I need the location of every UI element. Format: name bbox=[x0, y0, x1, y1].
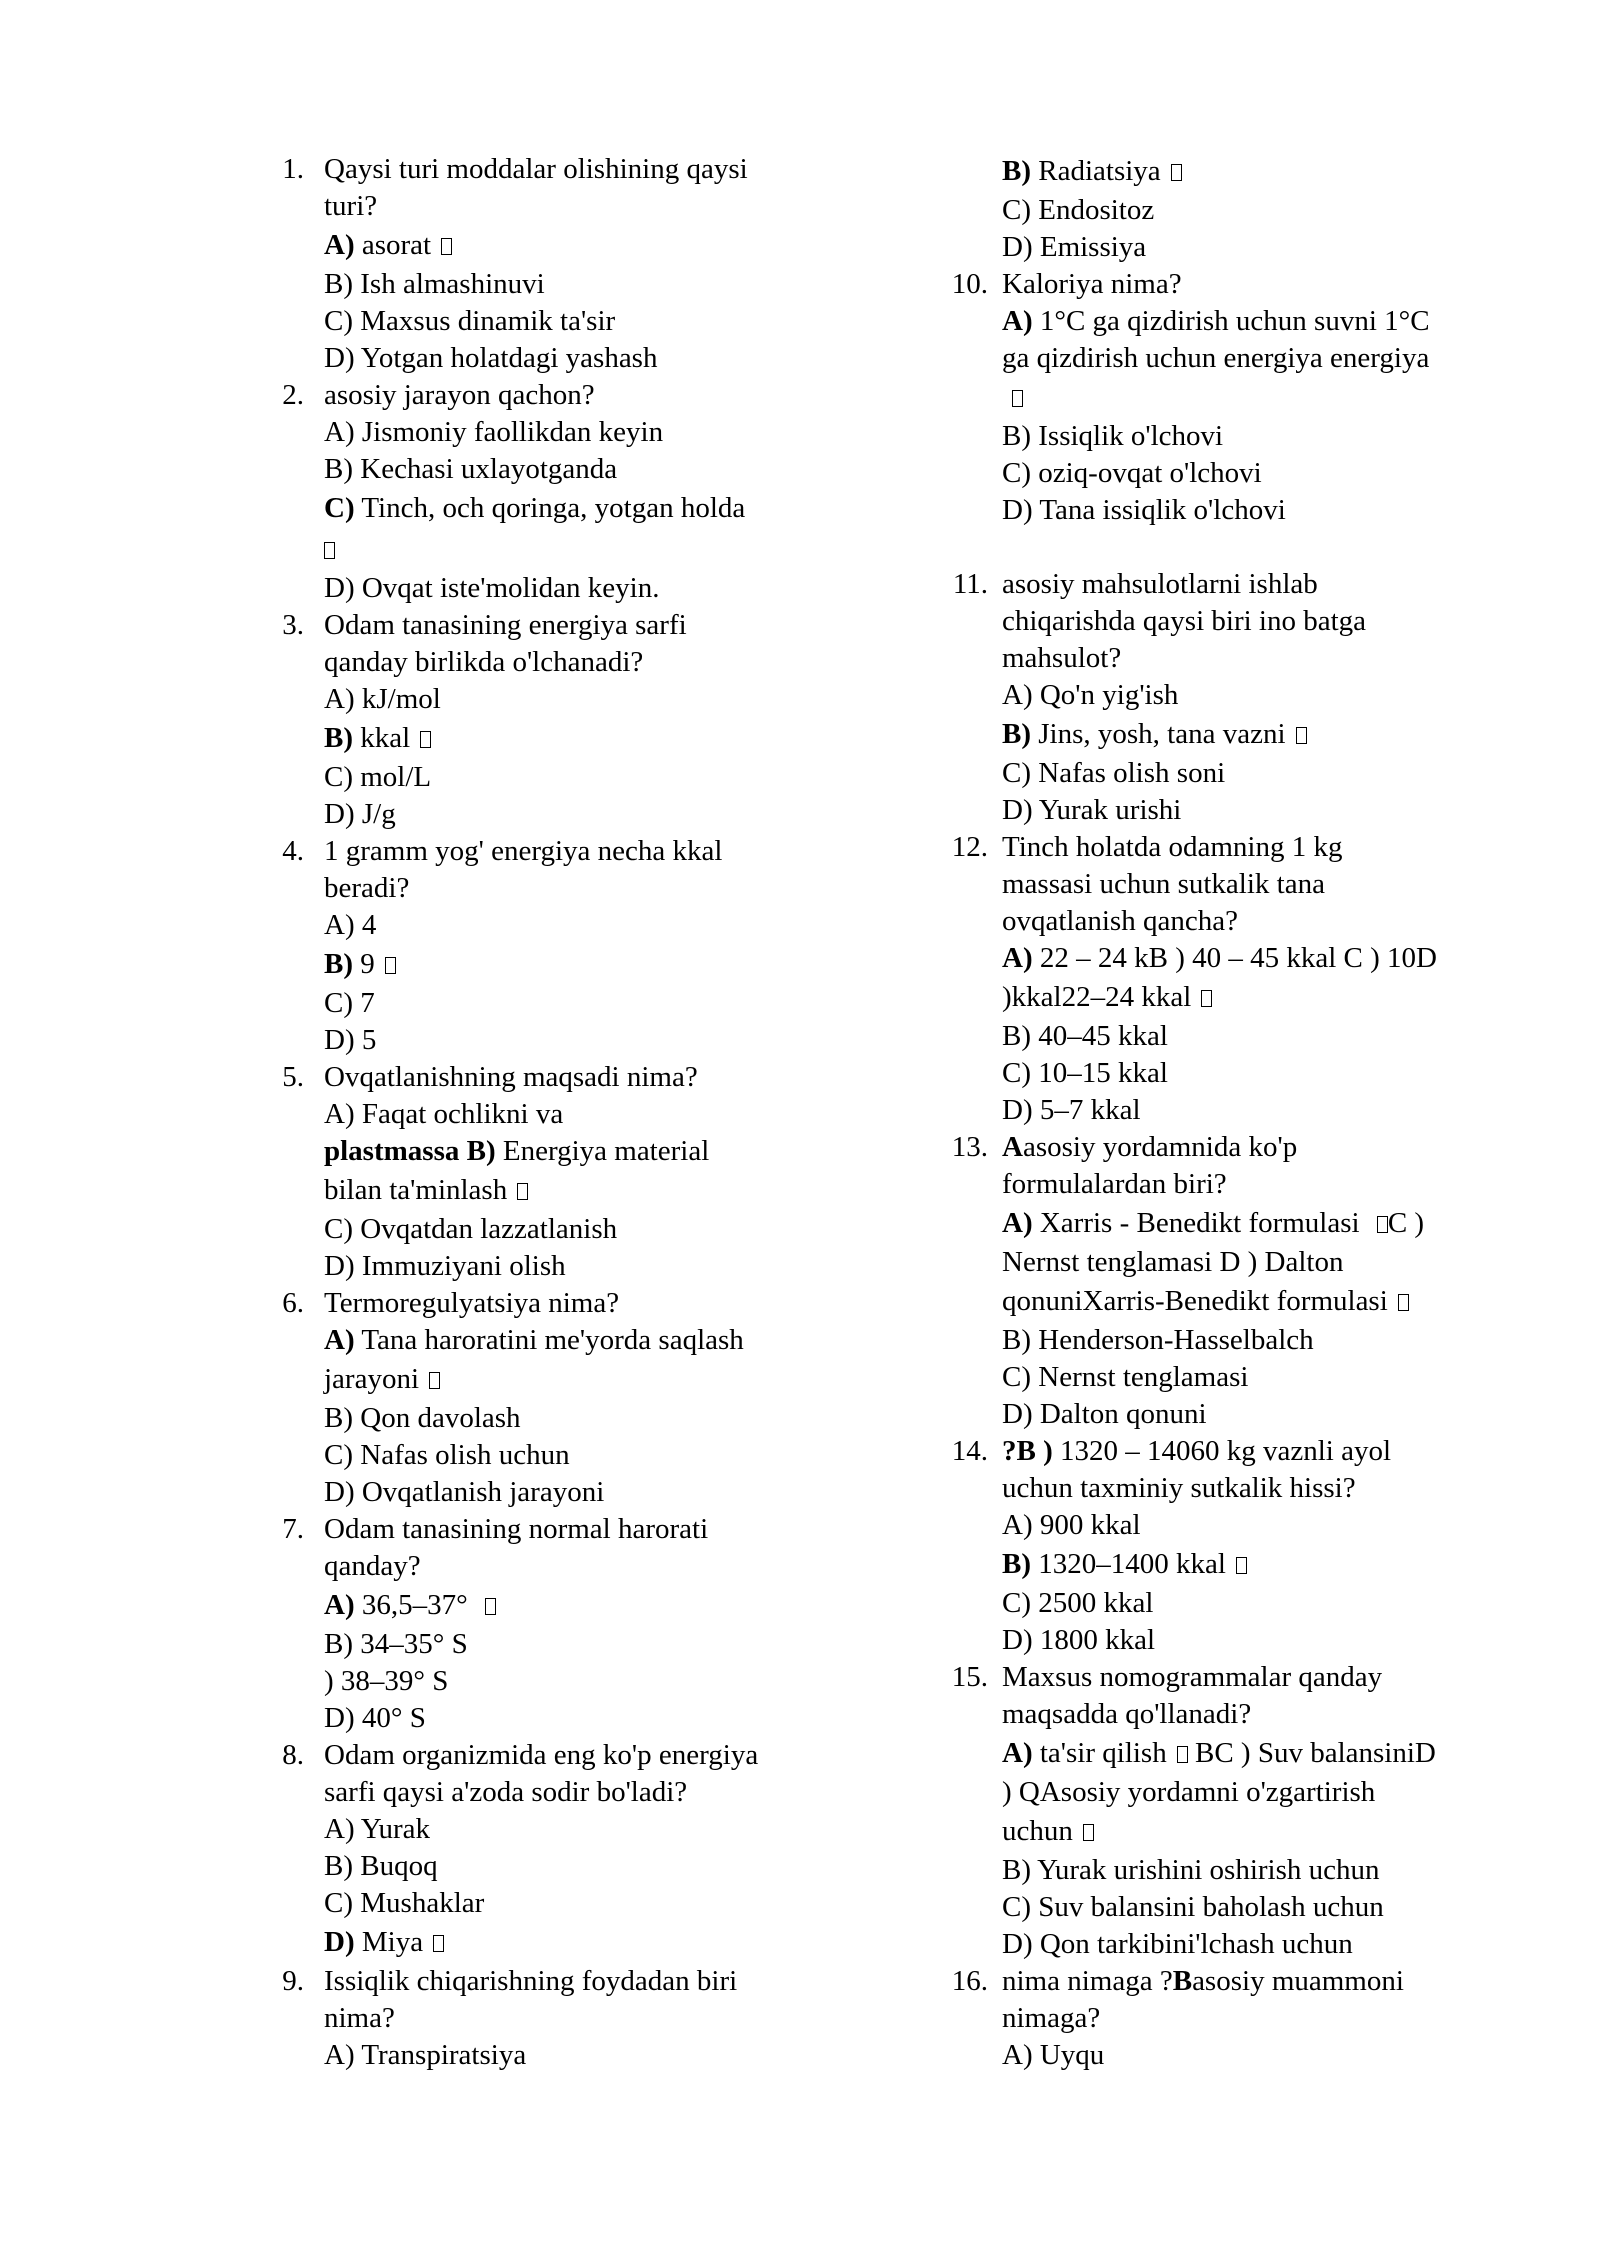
answer-check-line bbox=[324, 529, 830, 570]
answer-text: qonuniXarris-Benedikt formulasi bbox=[1002, 1285, 1388, 1317]
answer-text: B) Yurak urishini oshirish uchun bbox=[1002, 1854, 1380, 1886]
answer-text: C) 10–15 kkal bbox=[1002, 1057, 1168, 1089]
question-text bbox=[1002, 1129, 1508, 1166]
answer-option bbox=[324, 1474, 830, 1511]
answer-text: A) Transpiratsiya bbox=[324, 2039, 527, 2071]
answer-text: jarayoni bbox=[324, 1363, 420, 1395]
question-text bbox=[324, 1774, 830, 1811]
answer-text: Radiatsiya bbox=[1031, 155, 1161, 187]
question-item bbox=[948, 566, 1508, 829]
question-text bbox=[324, 1285, 830, 1322]
check-icon bbox=[1236, 1557, 1247, 1574]
answer-option bbox=[324, 1811, 830, 1848]
question-text-part: qanday birlikda o'lchanadi? bbox=[324, 646, 644, 678]
answer-option bbox=[1002, 1322, 1508, 1359]
question-text bbox=[1002, 829, 1508, 866]
answer-option bbox=[1002, 1244, 1508, 1281]
answer-letter: B) bbox=[1002, 1548, 1031, 1580]
answer-letter: A) bbox=[1002, 1737, 1033, 1769]
question-item bbox=[270, 151, 830, 377]
answer-text: C) Nafas olish soni bbox=[1002, 757, 1226, 789]
answer-option bbox=[1002, 340, 1508, 377]
answer-option bbox=[324, 414, 830, 451]
question-item bbox=[270, 1511, 830, 1737]
question-text-part: qanday? bbox=[324, 1550, 421, 1582]
answer-text: D) 5 bbox=[324, 1024, 377, 1056]
answer-option bbox=[1002, 1774, 1508, 1811]
answer-text: C) Nafas olish uchun bbox=[324, 1439, 570, 1471]
right-column bbox=[948, 151, 1508, 2074]
check-icon bbox=[324, 542, 335, 559]
answer-option bbox=[324, 985, 830, 1022]
check-icon bbox=[1377, 1216, 1388, 1233]
question-number: 13. bbox=[951, 1131, 988, 1163]
question-text bbox=[324, 644, 830, 681]
answer-text: ) QAsosiy yordamni o'zgartirish bbox=[1002, 1776, 1376, 1808]
answer-text: C) 7 bbox=[324, 987, 375, 1019]
question-text-part: Odam tanasining normal harorati bbox=[324, 1513, 709, 1545]
answer-option bbox=[1002, 677, 1508, 714]
question-item bbox=[948, 1129, 1508, 1433]
answer-option bbox=[324, 488, 830, 529]
question-item bbox=[270, 377, 830, 607]
question-text bbox=[324, 1059, 830, 1096]
answer-text: D) Yurak urishi bbox=[1002, 794, 1182, 826]
question-number: 12. bbox=[951, 831, 988, 863]
answer-option bbox=[324, 944, 830, 985]
answer-text: C) 2500 kkal bbox=[1002, 1587, 1154, 1619]
answer-text: Tinch, och qoringa, yotgan holda bbox=[354, 492, 746, 524]
answer-text: D) Yotgan holatdagi yashash bbox=[324, 342, 658, 374]
answer-option bbox=[1002, 940, 1508, 977]
answer-option bbox=[324, 1359, 830, 1400]
question-item bbox=[948, 829, 1508, 1129]
answer-option bbox=[324, 681, 830, 718]
question-text bbox=[324, 2000, 830, 2037]
check-icon bbox=[1296, 727, 1307, 744]
question-number: 5. bbox=[282, 1061, 304, 1093]
answer-letter: A) bbox=[324, 1589, 355, 1621]
answer-text: A) Qo'n yig'ish bbox=[1002, 679, 1179, 711]
question-text bbox=[1002, 903, 1508, 940]
answer-option bbox=[1002, 455, 1508, 492]
answer-option bbox=[1002, 1852, 1508, 1889]
question-text bbox=[1002, 1433, 1508, 1470]
answer-option bbox=[324, 1248, 830, 1285]
answer-option bbox=[1002, 792, 1508, 829]
answer-option bbox=[1002, 1359, 1508, 1396]
question-item bbox=[270, 1963, 830, 2074]
question-text bbox=[324, 607, 830, 644]
question-text-part: Termoregulyatsiya nima? bbox=[324, 1287, 620, 1319]
question-text-part: Kaloriya nima? bbox=[1002, 268, 1182, 300]
question-number: 10. bbox=[951, 268, 988, 300]
answer-text: B) Kechasi uxlayotganda bbox=[324, 453, 618, 485]
answer-option bbox=[324, 1437, 830, 1474]
question-text-bold: A bbox=[1002, 1131, 1023, 1163]
answer-text: D) Qon tarkibini'lchash uchun bbox=[1002, 1928, 1353, 1960]
answer-option bbox=[1002, 303, 1508, 340]
answer-option bbox=[1002, 1733, 1508, 1774]
question-item bbox=[948, 1433, 1508, 1659]
question-text-part: Maxsus nomogrammalar qanday bbox=[1002, 1661, 1383, 1693]
question-number: 11. bbox=[952, 568, 988, 600]
answer-text: Jins, yosh, tana vazni bbox=[1031, 718, 1286, 750]
answer-text: Nernst tenglamasi D ) Dalton bbox=[1002, 1246, 1344, 1278]
answer-option bbox=[324, 796, 830, 833]
question-text-part: beradi? bbox=[324, 872, 410, 904]
question-text-part: nimaga? bbox=[1002, 2002, 1101, 2034]
question-item bbox=[270, 1059, 830, 1285]
answer-text: asorat bbox=[354, 229, 432, 261]
question-text-part: ovqatlanish qancha? bbox=[1002, 905, 1238, 937]
answer-text: 1320–1400 kkal bbox=[1031, 1548, 1226, 1580]
answer-option bbox=[1002, 755, 1508, 792]
question-text bbox=[324, 1511, 830, 1548]
check-icon bbox=[433, 1935, 444, 1952]
answer-text: C) Suv balansini baholash uchun bbox=[1002, 1891, 1384, 1923]
answer-text: D) Ovqat iste'molidan keyin. bbox=[324, 572, 660, 604]
question-text-part: asosiy yordamnida ko'p bbox=[1022, 1131, 1298, 1163]
question-number: 4. bbox=[282, 835, 304, 867]
answer-text: Tana haroratini me'yorda saqlash bbox=[354, 1324, 744, 1356]
answer-option bbox=[324, 1022, 830, 1059]
answer-option bbox=[324, 570, 830, 607]
answer-text: D) Tana issiqlik o'lchovi bbox=[1002, 494, 1286, 526]
answer-letter: B) bbox=[324, 948, 353, 980]
answer-option bbox=[1002, 1203, 1508, 1244]
answer-option bbox=[1002, 1889, 1508, 1926]
question-number: 16. bbox=[951, 1965, 988, 1997]
question-number: 8. bbox=[282, 1739, 304, 1771]
question-text bbox=[324, 1737, 830, 1774]
question-item bbox=[948, 1963, 1508, 2074]
answer-text: D) Emissiya bbox=[1002, 231, 1147, 263]
answer-text: B) 40–45 kkal bbox=[1002, 1020, 1168, 1052]
answer-option bbox=[324, 718, 830, 759]
question-text bbox=[324, 870, 830, 907]
answer-option bbox=[324, 1133, 830, 1170]
answer-letter: A) bbox=[1002, 1207, 1033, 1239]
answer-option bbox=[324, 1663, 830, 1700]
answer-text: 22 – 24 kB ) 40 – 45 kkal C ) 10D bbox=[1032, 942, 1437, 974]
answer-text-after: BC ) Suv balansiniD bbox=[1187, 1737, 1436, 1769]
check-icon bbox=[385, 957, 396, 974]
answer-option bbox=[1002, 1622, 1508, 1659]
question-text-part: Odam organizmida eng ko'p energiya bbox=[324, 1739, 759, 1771]
question-text bbox=[1002, 2000, 1508, 2037]
answer-text: C) Endositoz bbox=[1002, 194, 1155, 226]
question-text-part: massasi uchun sutkalik tana bbox=[1002, 868, 1325, 900]
blank-line bbox=[948, 529, 1508, 566]
answer-text: C) Maxsus dinamik ta'sir bbox=[324, 305, 616, 337]
answer-option bbox=[324, 1922, 830, 1963]
answer-option bbox=[1002, 714, 1508, 755]
answer-option bbox=[324, 1885, 830, 1922]
question-text-bold: ?B ) bbox=[1002, 1435, 1053, 1467]
answer-option bbox=[324, 1585, 830, 1626]
question-text-bold: B bbox=[1172, 1965, 1193, 1997]
answer-text: B) Issiqlik o'lchovi bbox=[1002, 420, 1224, 452]
question-text-part: asosiy muammoni bbox=[1192, 1965, 1404, 1997]
answer-text: D) Ovqatlanish jarayoni bbox=[324, 1476, 605, 1508]
check-icon bbox=[485, 1598, 496, 1615]
question-text bbox=[1002, 266, 1508, 303]
question-text bbox=[1002, 1696, 1508, 1733]
answer-text: B) Qon davolash bbox=[324, 1402, 521, 1434]
answer-option bbox=[1002, 1585, 1508, 1622]
question-text-part: turi? bbox=[324, 190, 378, 222]
check-icon bbox=[1171, 164, 1182, 181]
question-text bbox=[1002, 603, 1508, 640]
question-number: 9. bbox=[282, 1965, 304, 1997]
answer-option bbox=[324, 451, 830, 488]
check-icon bbox=[1201, 990, 1212, 1007]
check-icon bbox=[1398, 1294, 1409, 1311]
answer-option bbox=[324, 303, 830, 340]
answer-text: )kkal22–24 kkal bbox=[1002, 981, 1192, 1013]
question-text bbox=[1002, 1470, 1508, 1507]
answer-option bbox=[1002, 492, 1508, 529]
answer-option bbox=[324, 759, 830, 796]
check-icon bbox=[420, 731, 431, 748]
question-text-part: 1 gramm yog' energiya necha kkal bbox=[324, 835, 723, 867]
answer-text: B) Ish almashinuvi bbox=[324, 268, 545, 300]
check-icon bbox=[517, 1183, 528, 1200]
question-text-part: Odam tanasining energiya sarfi bbox=[324, 609, 687, 641]
question-item bbox=[270, 833, 830, 1059]
answer-text: D) Immuziyani olish bbox=[324, 1250, 566, 1282]
answer-option bbox=[1002, 1055, 1508, 1092]
question-text bbox=[1002, 640, 1508, 677]
question-text bbox=[1002, 1166, 1508, 1203]
answer-letter: B) bbox=[324, 722, 353, 754]
question-text-part: nima nimaga ? bbox=[1002, 1965, 1173, 1997]
left-column bbox=[270, 151, 830, 2074]
answer-letter: A) bbox=[1002, 305, 1033, 337]
question-text bbox=[324, 1548, 830, 1585]
question-text-part: Qaysi turi moddalar olishining qaysi bbox=[324, 153, 748, 185]
check-icon bbox=[441, 238, 452, 255]
answer-text: ta'sir qilish bbox=[1032, 1737, 1167, 1769]
question-text bbox=[324, 151, 830, 188]
question-text-part: 1320 – 14060 kg vaznli ayol bbox=[1052, 1435, 1392, 1467]
answer-text: A) Faqat ochlikni va bbox=[324, 1098, 564, 1130]
question-text bbox=[1002, 1963, 1508, 2000]
question-text-part: sarfi qaysi a'zoda sodir bo'ladi? bbox=[324, 1776, 688, 1808]
question-text-part: nima? bbox=[324, 2002, 395, 2034]
question-text-part: asosiy mahsulotlarni ishlab bbox=[1002, 568, 1318, 600]
check-icon bbox=[429, 1372, 440, 1389]
answer-text: ga qizdirish uchun energiya energiya bbox=[1002, 342, 1430, 374]
answer-option bbox=[1002, 1926, 1508, 1963]
answer-text: D) 5–7 kkal bbox=[1002, 1094, 1141, 1126]
answer-text: C) Nernst tenglamasi bbox=[1002, 1361, 1249, 1393]
answer-option bbox=[1002, 977, 1508, 1018]
answer-option bbox=[324, 1096, 830, 1133]
answer-letter: B) bbox=[1002, 718, 1031, 750]
answer-option bbox=[1002, 229, 1508, 266]
question-text-part: Issiqlik chiqarishning foydadan biri bbox=[324, 1965, 738, 1997]
question-item bbox=[948, 1659, 1508, 1963]
answer-letter: A) bbox=[324, 1324, 355, 1356]
question-item bbox=[948, 266, 1508, 529]
question-text-part: Ovqatlanishning maqsadi nima? bbox=[324, 1061, 698, 1093]
answer-text-after: C ) bbox=[1387, 1207, 1425, 1239]
answer-text: C) oziq-ovqat o'lchovi bbox=[1002, 457, 1262, 489]
answer-option bbox=[1002, 1507, 1508, 1544]
question-number: 14. bbox=[951, 1435, 988, 1467]
question-text bbox=[1002, 866, 1508, 903]
check-icon bbox=[1012, 390, 1023, 407]
answer-text: D) 40° S bbox=[324, 1702, 426, 1734]
question-number: 7. bbox=[282, 1513, 304, 1545]
question-text-part: asosiy jarayon qachon? bbox=[324, 379, 595, 411]
answer-option bbox=[324, 907, 830, 944]
question-item bbox=[270, 1737, 830, 1963]
question-item bbox=[948, 151, 1508, 266]
answer-text: 36,5–37° bbox=[354, 1589, 475, 1621]
check-icon bbox=[1177, 1746, 1188, 1763]
check-icon bbox=[1083, 1824, 1094, 1841]
answer-text: Xarris - Benedikt formulasi bbox=[1032, 1207, 1367, 1239]
answer-text: C) Ovqatdan lazzatlanish bbox=[324, 1213, 618, 1245]
question-text-part: uchun taxminiy sutkalik hissi? bbox=[1002, 1472, 1356, 1504]
question-text bbox=[324, 833, 830, 870]
question-text-part: chiqarishda qaysi biri ino batga bbox=[1002, 605, 1367, 637]
answer-letter: C) bbox=[324, 492, 355, 524]
answer-text: D) J/g bbox=[324, 798, 396, 830]
answer-option bbox=[1002, 1811, 1508, 1852]
answer-letter: D) bbox=[324, 1926, 355, 1958]
answer-option bbox=[1002, 2037, 1508, 2074]
answer-option bbox=[324, 340, 830, 377]
question-number: 3. bbox=[282, 609, 304, 641]
answer-text: A) Jismoniy faollikdan keyin bbox=[324, 416, 664, 448]
answer-text: Miya bbox=[354, 1926, 424, 1958]
answer-option bbox=[324, 1848, 830, 1885]
answer-text: 1°C ga qizdirish uchun suvni 1°C bbox=[1032, 305, 1430, 337]
question-number: 2. bbox=[282, 379, 304, 411]
answer-option bbox=[324, 1626, 830, 1663]
question-text-part: maqsadda qo'llanadi? bbox=[1002, 1698, 1252, 1730]
answer-letter: A) bbox=[1002, 942, 1033, 974]
answer-text: C) Mushaklar bbox=[324, 1887, 485, 1919]
answer-text: A) 900 kkal bbox=[1002, 1509, 1141, 1541]
question-text-part: mahsulot? bbox=[1002, 642, 1122, 674]
answer-option bbox=[324, 1170, 830, 1211]
answer-text: C) mol/L bbox=[324, 761, 432, 793]
answer-option bbox=[324, 225, 830, 266]
answer-option bbox=[1002, 1396, 1508, 1433]
answer-option bbox=[1002, 418, 1508, 455]
answer-option bbox=[324, 1322, 830, 1359]
answer-text: 9 bbox=[353, 948, 375, 980]
answer-text: A) 4 bbox=[324, 909, 377, 941]
answer-option bbox=[324, 1400, 830, 1437]
answer-text: B) Henderson-Hasselbalch bbox=[1002, 1324, 1314, 1356]
question-text-part: formulalardan biri? bbox=[1002, 1168, 1227, 1200]
answer-option bbox=[324, 1700, 830, 1737]
question-text bbox=[1002, 1659, 1508, 1696]
answer-text: D) 1800 kkal bbox=[1002, 1624, 1156, 1656]
answer-letter: plastmassa B) bbox=[324, 1135, 496, 1167]
answer-option bbox=[1002, 1018, 1508, 1055]
answer-text: ) 38–39° S bbox=[324, 1665, 449, 1697]
answer-text: uchun bbox=[1002, 1815, 1073, 1847]
answer-option bbox=[324, 2037, 830, 2074]
answer-text: A) Yurak bbox=[324, 1813, 431, 1845]
question-item bbox=[270, 607, 830, 833]
answer-text: A) kJ/mol bbox=[324, 683, 441, 715]
question-text bbox=[1002, 566, 1508, 603]
question-text-part: Tinch holatda odamning 1 kg bbox=[1002, 831, 1343, 863]
question-text bbox=[324, 377, 830, 414]
question-item bbox=[270, 1285, 830, 1511]
question-number: 1. bbox=[282, 153, 304, 185]
answer-letter: B) bbox=[1002, 155, 1031, 187]
answer-option bbox=[1002, 1281, 1508, 1322]
answer-letter: A) bbox=[324, 229, 355, 261]
answer-option bbox=[1002, 151, 1508, 192]
question-text bbox=[324, 188, 830, 225]
answer-option bbox=[1002, 192, 1508, 229]
answer-text: A) Uyqu bbox=[1002, 2039, 1105, 2071]
answer-option bbox=[324, 266, 830, 303]
answer-text: B) 34–35° S bbox=[324, 1628, 468, 1660]
question-text bbox=[324, 1963, 830, 2000]
answer-text: D) Dalton qonuni bbox=[1002, 1398, 1207, 1430]
answer-option bbox=[1002, 1092, 1508, 1129]
answer-text: B) Buqoq bbox=[324, 1850, 438, 1882]
answer-text: kkal bbox=[353, 722, 411, 754]
answer-text: bilan ta'minlash bbox=[324, 1174, 508, 1206]
answer-text: Energiya material bbox=[495, 1135, 710, 1167]
answer-option bbox=[1002, 1544, 1508, 1585]
answer-option bbox=[1002, 377, 1508, 418]
question-number: 15. bbox=[951, 1661, 988, 1693]
answer-option bbox=[324, 1211, 830, 1248]
question-number: 6. bbox=[282, 1287, 304, 1319]
